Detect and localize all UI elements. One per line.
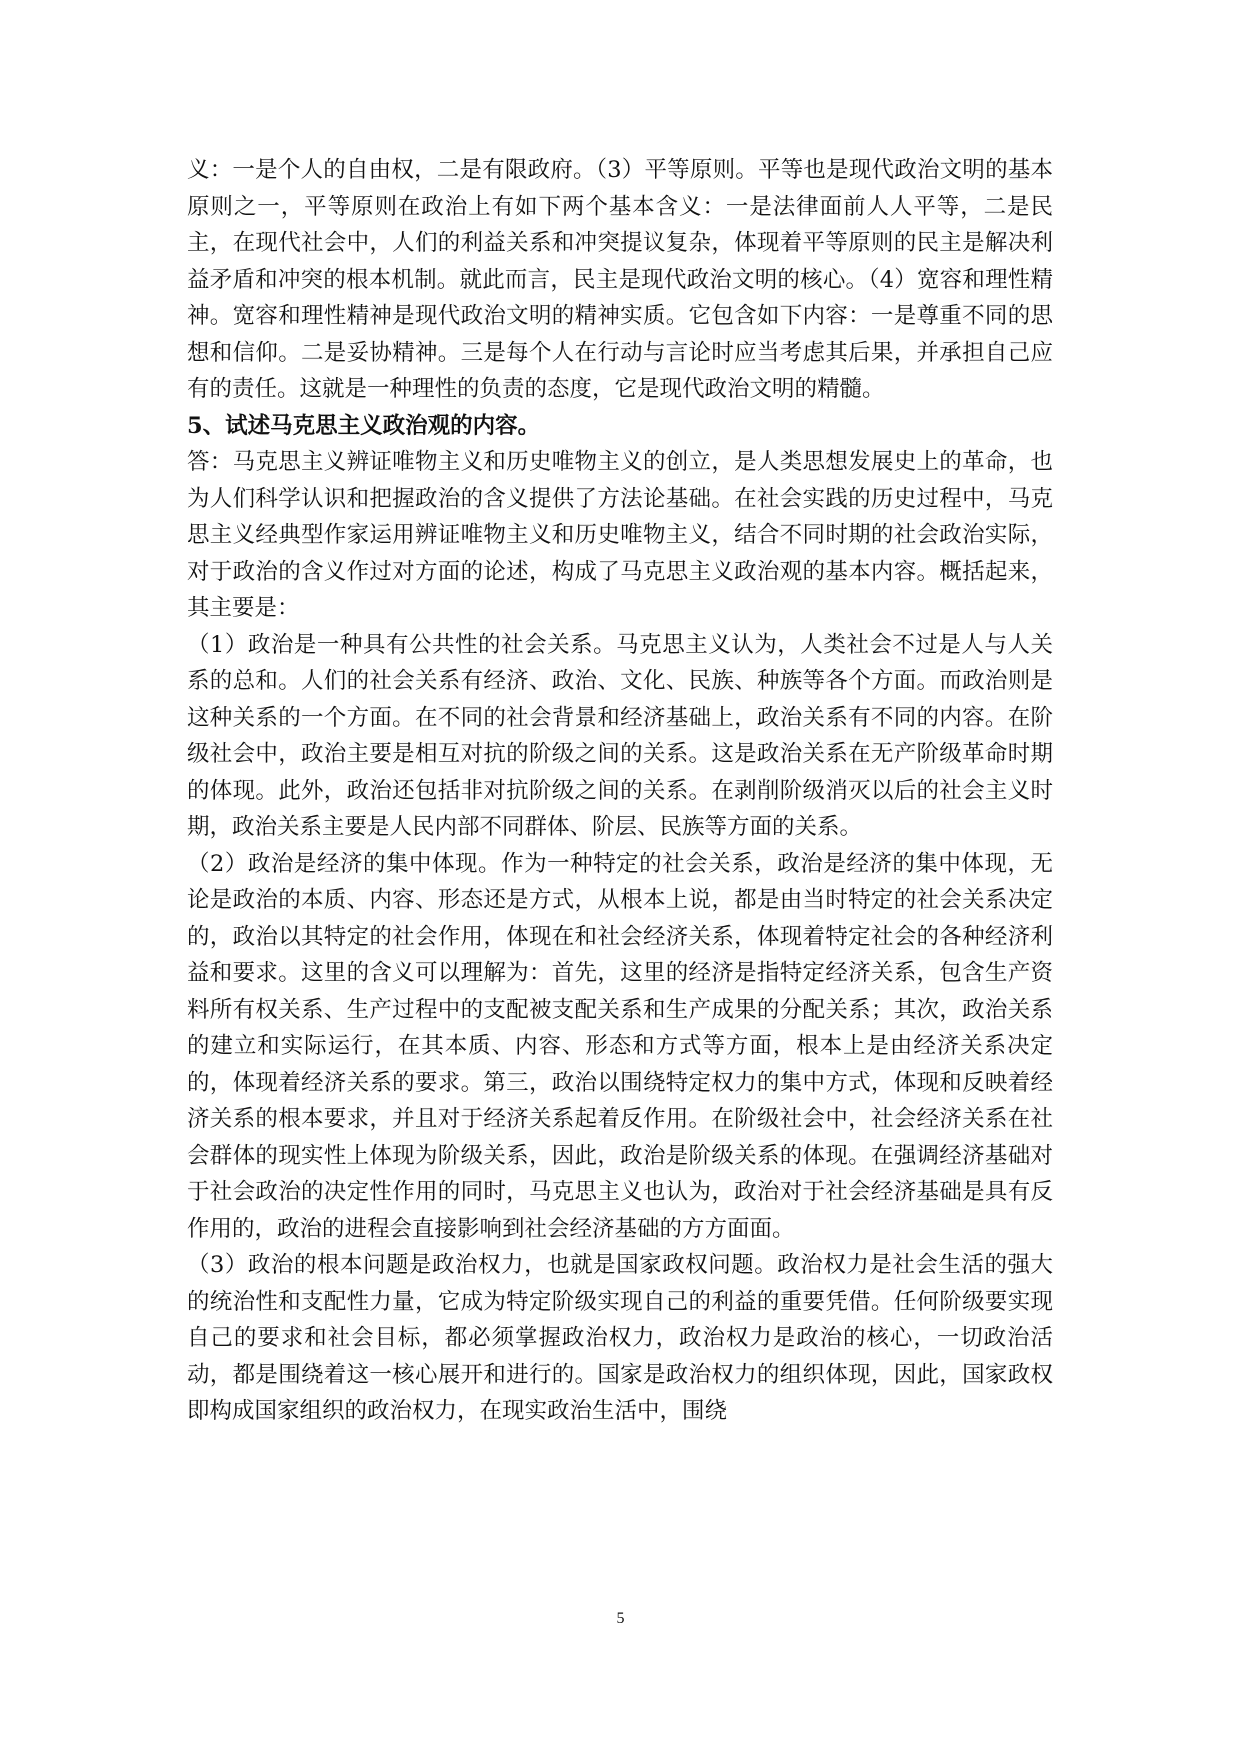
point-3-paragraph: （3）政治的根本问题是政治权力，也就是国家政权问题。政治权力是社会生活的强大的统治性和支配性力量，它成为特定阶级实现自己的利益的重要凭借。任何阶级要实现自己的要求和社会目标，都必须掌握政治权力，政治权力是政治的核心，一切政治活动，都是围绕着这一核心展开和进行的。国家是政治权力的组织体现，因此，国家政权即构成国家组织的政治权力，在现实政治生活中，围绕 <box>187 1252 1053 1424</box>
page-body <box>187 152 1053 1430</box>
answer-intro-paragraph: 答：马克思主义辨证唯物主义和历史唯物主义的创立，是人类思想发展史上的革命，也为人们科学认识和把握政治的含义提供了方法论基础。在社会实践的历史过程中，马克思主义经典型作家运用辨证唯物主义和历史唯物主义，结合不同时期的社会政治实际，对于政治的含义作过对方面的论述，构成了马克思主义政治观的基本内容。概括起来，其主要是： <box>187 449 1053 621</box>
paragraph-continuation: 义：一是个人的自由权，二是有限政府。（3）平等原则。平等也是现代政治文明的基本原则之一，平等原则在政治上有如下两个基本含义：一是法律面前人人平等，二是民主，在现代社会中，人们的利益关系和冲突提议复杂，体现着平等原则的民主是解决利益矛盾和冲突的根本机制。就此而言，民主是现代政治文明的核心。（4）宽容和理性精神。宽容和理性精神是现代政治文明的精神实质。它包含如下内容：一是尊重不同的思想和信仰。二是妥协精神。三是每个人在行动与言论时应当考虑其后果，并承担自己应有的责任。这就是一种理性的负责的态度，它是现代政治文明的精髓。 <box>187 157 1053 402</box>
point-1-paragraph: （1）政治是一种具有公共性的社会关系。马克思主义认为，人类社会不过是人与人关系的总和。人们的社会关系有经济、政治、文化、民族、种族等各个方面。而政治则是这种关系的一个方面。在不同的社会背景和经济基础上，政治关系有不同的内容。在阶级社会中，政治主要是相互对抗的阶级之间的关系。这是政治关系在无产阶级革命时期的体现。此外，政治还包括非对抗阶级之间的关系。在剥削阶级消灭以后的社会主义时期，政治关系主要是人民内部不同群体、阶层、民族等方面的关系。 <box>187 631 1053 840</box>
question-heading: 5、试述马克思主义政治观的内容。 <box>187 412 541 439</box>
point-2-paragraph: （2）政治是经济的集中体现。作为一种特定的社会关系，政治是经济的集中体现，无论是政治的本质、内容、形态还是方式，从根本上说，都是由当时特定的社会关系决定的，政治以其特定的社会作用，体现在和社会经济关系，体现着特定社会的各种经济利益和要求。这里的含义可以理解为：首先，这里的经济是指特定经济关系，包含生产资料所有权关系、生产过程中的支配被支配关系和生产成果的分配关系；其次，政治关系的建立和实际运行，在其本质、内容、形态和方式等方面，根本上是由经济关系决定的，体现着经济关系的要求。第三，政治以围绕特定权力的集中方式，体现和反映着经济关系的根本要求，并且对于经济关系起着反作用。在阶级社会中，社会经济关系在社会群体的现实性上体现为阶级关系，因此，政治是阶级关系的体现。在强调经济基础对于社会政治的决定性作用的同时，马克思主义也认为，政治对于社会经济基础是具有反作用的，政治的进程会直接影响到社会经济基础的方方面面。 <box>187 850 1053 1242</box>
page-number: 5 <box>616 1610 625 1627</box>
